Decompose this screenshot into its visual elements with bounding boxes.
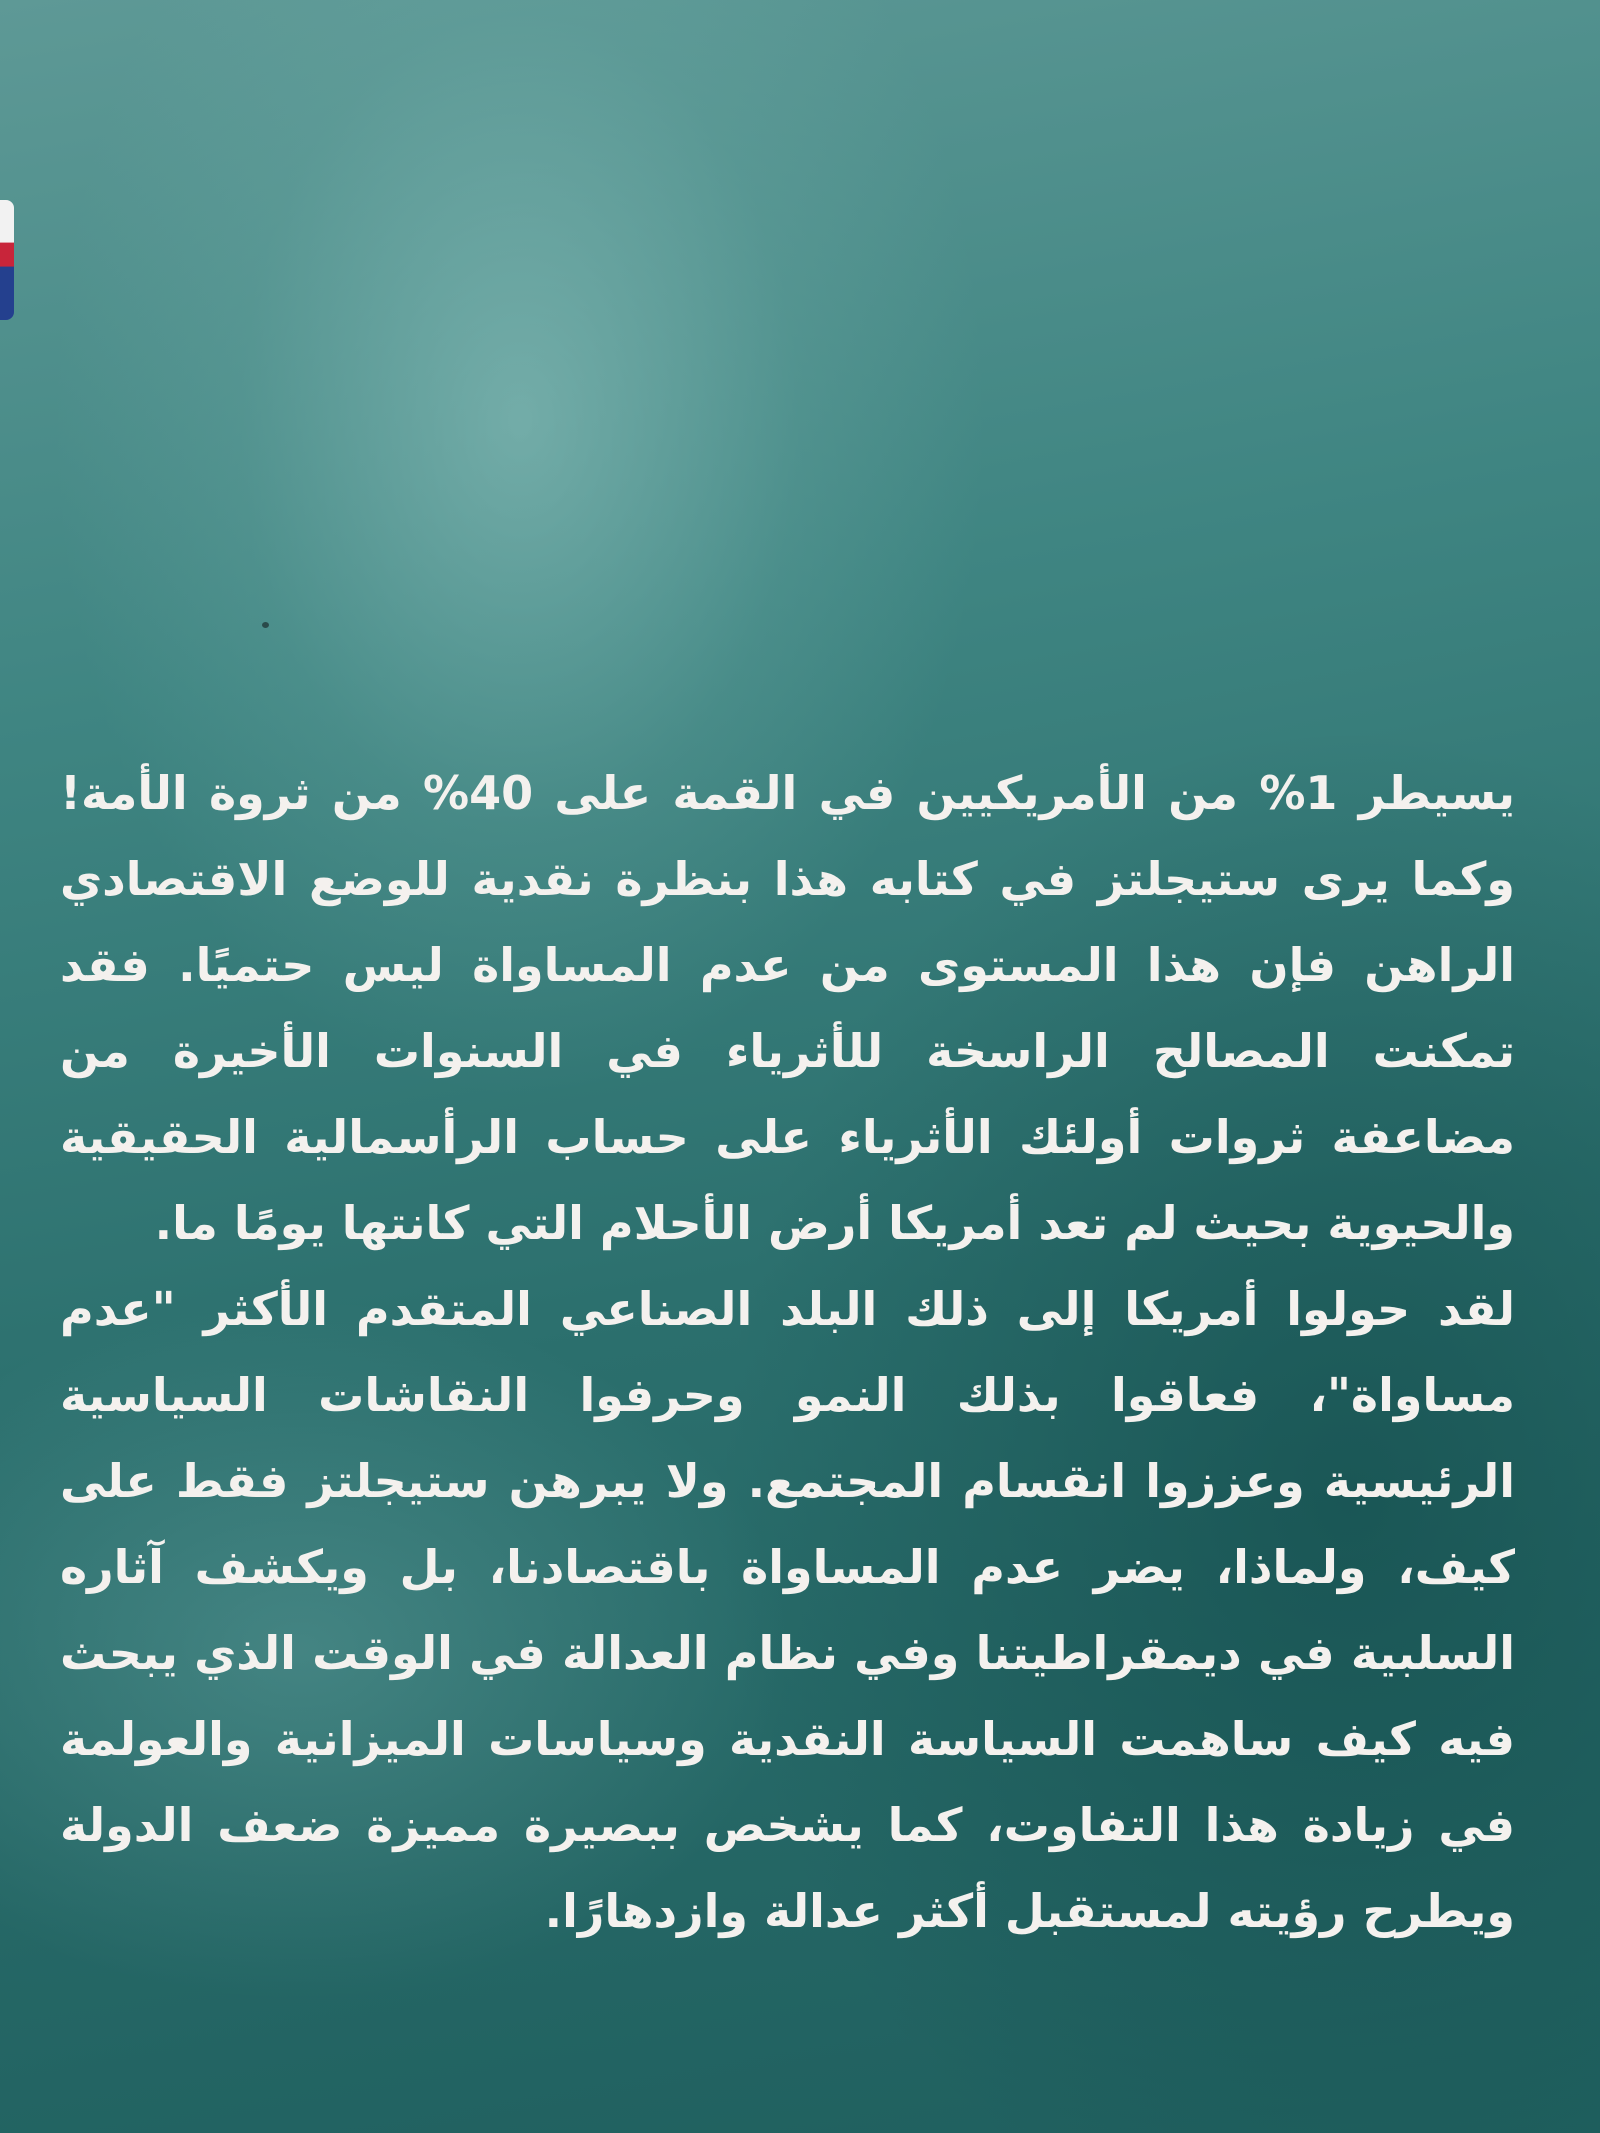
edge-sticker bbox=[0, 200, 14, 320]
blurb-paragraph-2: لقد حولوا أمريكا إلى ذلك البلد الصناعي المتقدم الأكثر "عدم مساواة"، فعاقوا بذلك النمو وحرفوا النقاشات السياسية الرئيسية وعززوا انقسام المجتمع. ولا يبرهن ستيجلتز فقط على كيف، ولماذا، يضر عدم المساواة باقتصادنا، بل ويكشف آثاره السلبية في ديمقراطيتنا وفي نظام العدالة في الوقت الذي يبحث فيه كيف ساهمت السياسة النقدية وسياسات الميزانية والعولمة في زيادة هذا التفاوت، كما يشخص ببصيرة مميزة ضعف الدولة ويطرح رؤيته لمستقبل أكثر عدالة وازدهارًا. bbox=[60, 1282, 1515, 1938]
blurb-paragraph-1: يسيطر 1% من الأمريكيين في القمة على 40% من ثروة الأمة! وكما يرى ستيجلتز في كتابه هذا بنظرة نقدية للوضع الاقتصادي الراهن فإن هذا المستوى من عدم المساواة ليس حتميًا. فقد تمكنت المصالح الراسخة للأثرياء في السنوات الأخيرة من مضاعفة ثروات أولئك الأثرياء على حساب الرأسمالية الحقيقية والحيوية بحيث لم تعد أمريكا أرض الأحلام التي كانتها يومًا ما. bbox=[60, 766, 1515, 1250]
cover-speck bbox=[262, 622, 269, 628]
back-cover-blurb bbox=[60, 750, 1515, 1954]
